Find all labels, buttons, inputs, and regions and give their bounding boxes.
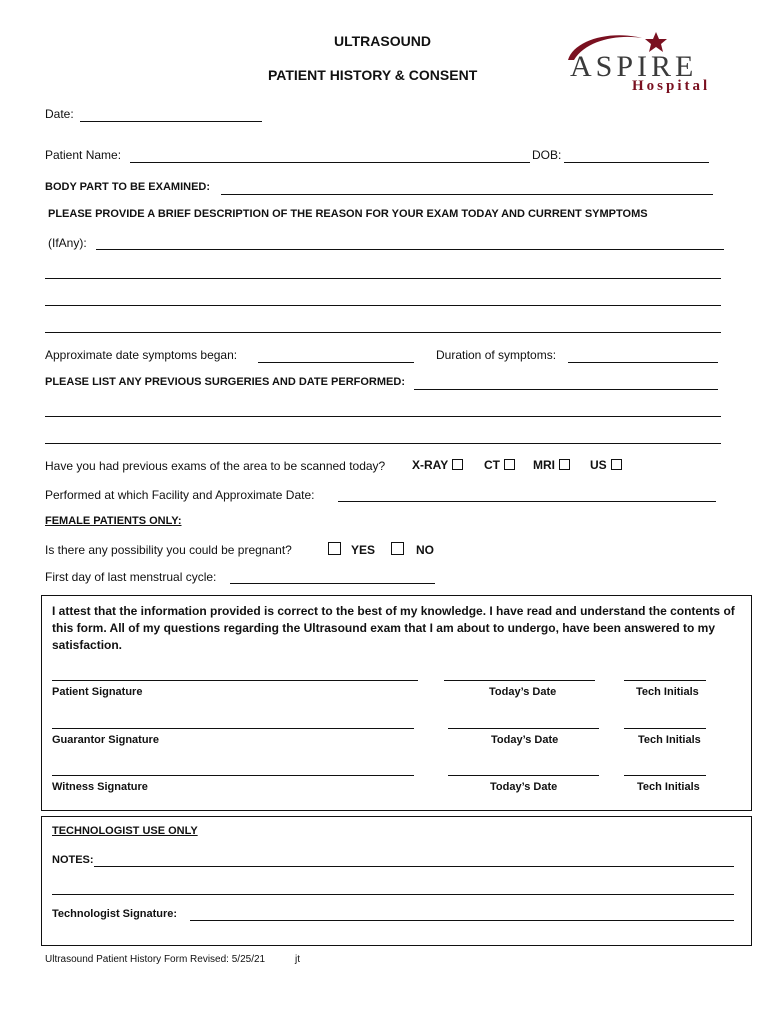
xray-checkbox[interactable] xyxy=(452,459,463,470)
option-no[interactable] xyxy=(391,542,434,557)
guarantor-date-label: Today’s Date xyxy=(491,734,559,746)
reason-field-line-1[interactable] xyxy=(96,249,724,250)
attestation-text: I attest that the information provided is correct to the best of my knowledge. I have read and understand the contents of this form. All of my questions regarding the Ultrasound exam that I am about to undergo, have been answered to my satisfaction. xyxy=(52,604,735,652)
footer-initials: jt xyxy=(295,954,300,965)
form-title: ULTRASOUND xyxy=(334,33,431,49)
option-us[interactable] xyxy=(590,458,622,472)
patient-tech-initials-field[interactable] xyxy=(624,680,706,681)
guarantor-date-field[interactable] xyxy=(448,728,599,729)
notes-field-line-2[interactable] xyxy=(52,894,734,895)
ct-checkbox[interactable] xyxy=(504,459,515,470)
previous-exams-question: Have you had previous exams of the area to be scanned today? xyxy=(45,459,386,473)
notes-label: NOTES: xyxy=(52,854,94,866)
witness-tech-initials-field[interactable] xyxy=(624,775,706,776)
witness-signature-field[interactable] xyxy=(52,775,414,776)
option-xray[interactable] xyxy=(412,458,463,472)
facility-field[interactable] xyxy=(338,501,716,502)
option-mri[interactable] xyxy=(533,458,570,472)
duration-field[interactable] xyxy=(568,362,718,363)
surgeries-label: PLEASE LIST ANY PREVIOUS SURGERIES AND DATE PERFORMED: xyxy=(45,376,405,388)
facility-label: Performed at which Facility and Approximate Date: xyxy=(45,488,315,502)
option-mri-label: MRI xyxy=(533,458,555,472)
option-ct[interactable] xyxy=(484,458,515,472)
reason-field-line-4[interactable] xyxy=(45,332,721,333)
option-yes[interactable] xyxy=(328,542,375,557)
technologist-heading: TECHNOLOGIST USE ONLY xyxy=(52,825,198,837)
surgeries-field-line-3[interactable] xyxy=(45,443,721,444)
patient-signature-field[interactable] xyxy=(52,680,418,681)
star-icon xyxy=(645,32,667,52)
duration-label: Duration of symptoms: xyxy=(436,348,557,362)
patient-name-field[interactable] xyxy=(130,162,530,163)
body-part-label: BODY PART TO BE EXAMINED: xyxy=(45,181,211,193)
footer-revision: Ultrasound Patient History Form Revised: 5/25/21 xyxy=(45,954,266,965)
surgeries-field-line-2[interactable] xyxy=(45,416,721,417)
attestation-box xyxy=(41,595,752,811)
option-us-label: US xyxy=(590,458,607,472)
date-label: Date: xyxy=(45,107,74,121)
reason-field-line-3[interactable] xyxy=(45,305,721,306)
female-heading: FEMALE PATIENTS ONLY: xyxy=(45,515,182,527)
patient-tech-initials-label: Tech Initials xyxy=(636,686,699,698)
pregnant-question: Is there any possibility you could be pregnant? xyxy=(45,543,292,557)
symptoms-began-field[interactable] xyxy=(258,362,414,363)
logo-name: ASPIRE xyxy=(570,50,698,83)
technologist-signature-label: Technologist Signature: xyxy=(52,908,178,920)
option-xray-label: X-RAY xyxy=(412,458,449,472)
option-ct-label: CT xyxy=(484,458,500,472)
mri-checkbox[interactable] xyxy=(559,459,570,470)
technologist-signature-field[interactable] xyxy=(190,920,734,921)
patient-date-field[interactable] xyxy=(444,680,595,681)
technologist-box xyxy=(41,816,752,946)
patient-name-label: Patient Name: xyxy=(45,148,122,162)
symptoms-began-label: Approximate date symptoms began: xyxy=(45,348,238,362)
date-field[interactable] xyxy=(80,121,262,122)
patient-signature-label: Patient Signature xyxy=(52,686,143,698)
guarantor-signature-field[interactable] xyxy=(52,728,414,729)
yes-label: YES xyxy=(351,543,376,557)
reason-label: PLEASE PROVIDE A BRIEF DESCRIPTION OF THE REASON FOR YOUR EXAM TODAY AND CURRENT SYMPTOMS xyxy=(48,208,648,220)
witness-date-field[interactable] xyxy=(448,775,599,776)
witness-signature-label: Witness Signature xyxy=(52,781,148,793)
menstrual-label: First day of last menstrual cycle: xyxy=(45,570,217,584)
guarantor-tech-initials-label: Tech Initials xyxy=(638,734,701,746)
body-part-field[interactable] xyxy=(221,194,713,195)
surgeries-field-line-1[interactable] xyxy=(414,389,718,390)
witness-date-label: Today’s Date xyxy=(490,781,558,793)
us-checkbox[interactable] xyxy=(611,459,622,470)
no-checkbox[interactable] xyxy=(391,542,404,555)
hospital-logo xyxy=(560,26,730,96)
yes-checkbox[interactable] xyxy=(328,542,341,555)
dob-field[interactable] xyxy=(564,162,709,163)
guarantor-signature-label: Guarantor Signature xyxy=(52,734,159,746)
patient-date-label: Today’s Date xyxy=(489,686,557,698)
dob-label: DOB: xyxy=(532,148,562,162)
form-subtitle: PATIENT HISTORY & CONSENT xyxy=(268,67,478,83)
notes-field-line-1[interactable] xyxy=(94,866,734,867)
no-label: NO xyxy=(416,543,434,557)
if-any-label: (IfAny): xyxy=(48,236,87,250)
witness-tech-initials-label: Tech Initials xyxy=(637,781,700,793)
guarantor-tech-initials-field[interactable] xyxy=(624,728,706,729)
reason-field-line-2[interactable] xyxy=(45,278,721,279)
menstrual-field[interactable] xyxy=(230,583,435,584)
logo-subname: Hospital xyxy=(632,78,711,94)
